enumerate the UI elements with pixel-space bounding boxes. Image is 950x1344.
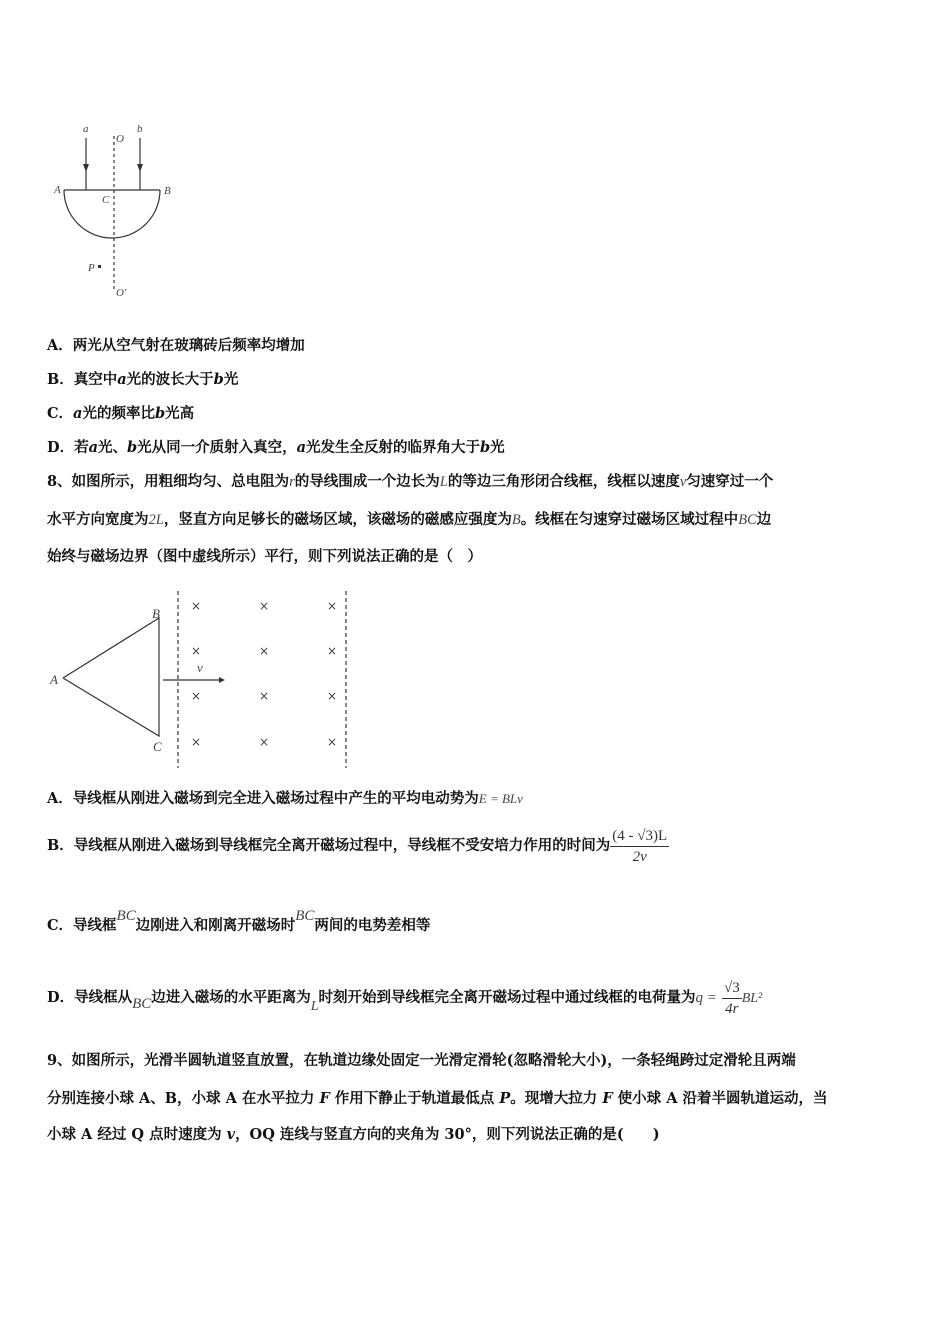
vertex-C-label: C	[153, 739, 162, 754]
point-P-label: P	[88, 262, 95, 274]
field-cross: ×	[258, 599, 270, 613]
field-cross: ×	[326, 735, 338, 749]
point-o2-label: O'	[116, 287, 127, 299]
ray-b-label: b	[137, 123, 143, 135]
field-cross: ×	[326, 644, 338, 658]
point-B-label: B	[164, 185, 171, 197]
q9-stem-line-2: 分别连接小球 A、B，小球 A 在水平拉力 F 作用下静止于轨道最低点 P。现增大拉力 F 使小球 A 沿着半圆轨道运动，当	[47, 1090, 828, 1107]
vertex-A-label: A	[50, 672, 58, 687]
q8-option-c: C．导线框BC边刚进入和刚离开磁场时BC两间的电势差相等	[47, 908, 431, 934]
q7-option-c: C．a光的频率比b光高	[47, 405, 195, 422]
fraction-charge: $\frac{√3}{4r}$	[723, 979, 740, 1017]
field-cross: ×	[326, 599, 338, 613]
q8-option-d: D．导线框从BC边进入磁场的水平距离为L时刻开始到导线框完全离开磁场过程中通过线框的电荷量为q = $\frac{√3}{4r}$ BL²	[47, 979, 763, 1017]
field-cross: ×	[326, 689, 338, 703]
field-cross: ×	[190, 644, 202, 658]
field-cross: ×	[258, 689, 270, 703]
q8-stem-line-3: 始终与磁场边界（图中虚线所示）平行，则下列说法正确的是（ ）	[47, 548, 482, 565]
point-C-label: C	[102, 194, 110, 206]
fraction-time: $\frac{(4 - √3)L}{2v}$	[612, 827, 668, 865]
field-cross: ×	[190, 735, 202, 749]
semicircle-glass-figure	[50, 118, 190, 308]
point-o-label: O	[116, 133, 124, 145]
q7-option-a: A．两光从空气射在玻璃砖后频率均增加	[47, 337, 305, 354]
triangle-field-figure	[45, 588, 365, 773]
q8-stem-line-2: 水平方向宽度为2L，竖直方向足够长的磁场区域，该磁场的磁感应强度为B。线框在匀速穿过磁场区域过程中BC边	[47, 511, 772, 528]
field-cross: ×	[190, 599, 202, 613]
q7-option-b: B．真空中a光的波长大于b光	[47, 371, 239, 388]
q8-option-b: B．导线框从刚进入磁场到导线框完全离开磁场过程中，导线框不受安培力作用的时间为 $\frac{(4 - √3)L}{2v}$	[47, 827, 668, 865]
field-cross: ×	[258, 735, 270, 749]
field-cross: ×	[190, 689, 202, 703]
q8-stem-line-1: 8、如图所示，用粗细均匀、总电阻为r的导线围成一个边长为L的等边三角形闭合线框，线框以速度v匀速穿过一个	[47, 473, 774, 490]
q9-stem-line-1: 9、如图所示，光滑半圆轨道竖直放置，在轨道边缘处固定一光滑定滑轮(忽略滑轮大小)，一条轻绳跨过定滑轮且两端	[47, 1052, 796, 1069]
field-cross: ×	[258, 644, 270, 658]
q8-option-a: A．导线框从刚进入磁场到完全进入磁场过程中产生的平均电动势为E = BLv	[47, 790, 523, 807]
q7-option-d: D．若a光、b光从同一介质射入真空，a光发生全反射的临界角大于b光	[47, 439, 505, 456]
point-A-label: A	[54, 184, 61, 196]
vertex-B-label: B	[152, 606, 160, 621]
ray-a-label: a	[83, 123, 89, 135]
q9-stem-line-3: 小球 A 经过 Q 点时速度为 v，OQ 连线与竖直方向的夹角为 30°，则下列说法正确的是( )	[47, 1126, 660, 1143]
velocity-v-label: v	[197, 660, 203, 675]
